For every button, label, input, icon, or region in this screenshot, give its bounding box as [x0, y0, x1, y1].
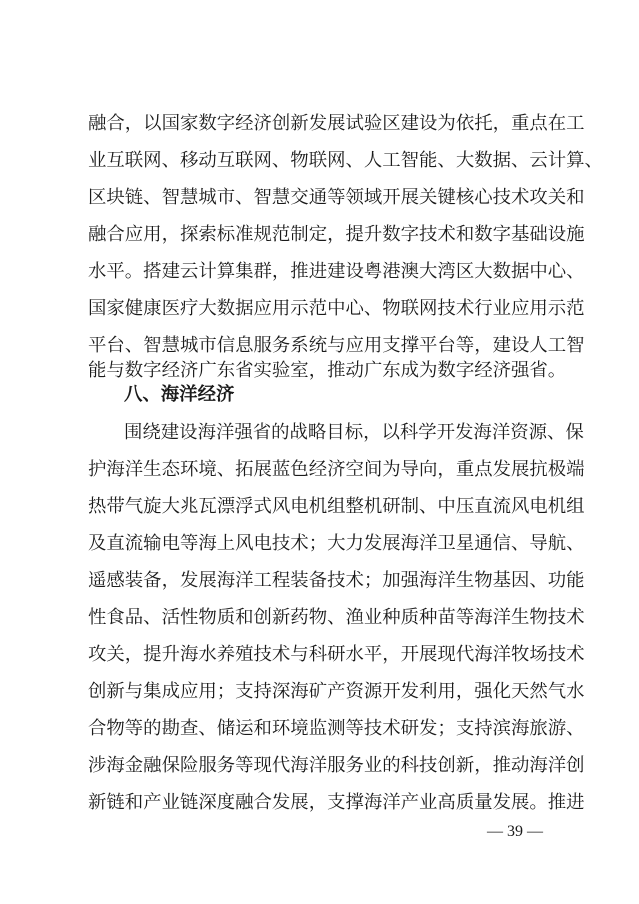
paragraph-1-line-7: 平台、智慧城市信息服务系统与应用支撑平台等，建设人工智 — [88, 335, 585, 356]
paragraph-2-line-7: 攻关，提升海水养殖技术与科研水平，开展现代海洋牧场技术 — [88, 644, 585, 665]
paragraph-2-line-8: 创新与集成应用；支持深海矿产资源开发利用，强化天然气水 — [88, 681, 585, 702]
paragraph-2-line-10: 涉海金融保险服务等现代海洋服务业的科技创新，推动海洋创 — [88, 755, 585, 776]
paragraph-2-line-4: 及直流输电等海上风电技术；大力发展海洋卫星通信、导航、 — [88, 533, 585, 554]
paragraph-2-line-2: 护海洋生态环境、拓展蓝色经济空间为导向，重点发展抗极端 — [88, 459, 585, 480]
paragraph-1-line-1: 融合，以国家数字经济创新发展试验区建设为依托，重点在工 — [88, 113, 585, 134]
paragraph-1-line-2: 业互联网、移动互联网、物联网、人工智能、大数据、云计算、 — [88, 150, 603, 171]
paragraph-2-line-3: 热带气旋大兆瓦漂浮式风电机组整机研制、中压直流风电机组 — [88, 496, 585, 517]
paragraph-2-line-6: 性食品、活性物质和创新药物、渔业种质种苗等海洋生物技术 — [88, 607, 585, 628]
paragraph-1-line-8: 能与数字经济广东省实验室，推动广东成为数字经济强省。 — [88, 360, 567, 381]
paragraph-2-line-5: 遥感装备，发展海洋工程装备技术；加强海洋生物基因、功能 — [88, 570, 585, 591]
paragraph-1-line-4: 融合应用，探索标准规范制定，提升数字技术和数字基础设施 — [88, 224, 585, 245]
paragraph-2-line-1: 围绕建设海洋强省的战略目标，以科学开发海洋资源、保 — [124, 422, 584, 443]
paragraph-1-line-6: 国家健康医疗大数据应用示范中心、物联网技术行业应用示范 — [88, 298, 585, 319]
page-number: — 39 — — [487, 823, 543, 840]
paragraph-2-line-11: 新链和产业链深度融合发展，支撑海洋产业高质量发展。推进 — [88, 792, 585, 813]
paragraph-1-line-3: 区块链、智慧城市、智慧交通等领域开展关键核心技术攻关和 — [88, 187, 585, 208]
paragraph-2-line-9: 合物等的勘查、储运和环境监测等技术研发；支持滨海旅游、 — [88, 718, 585, 739]
section-heading: 八、海洋经济 — [124, 384, 235, 405]
paragraph-1-line-5: 水平。搭建云计算集群，推进建设粤港澳大湾区大数据中心、 — [88, 261, 585, 282]
